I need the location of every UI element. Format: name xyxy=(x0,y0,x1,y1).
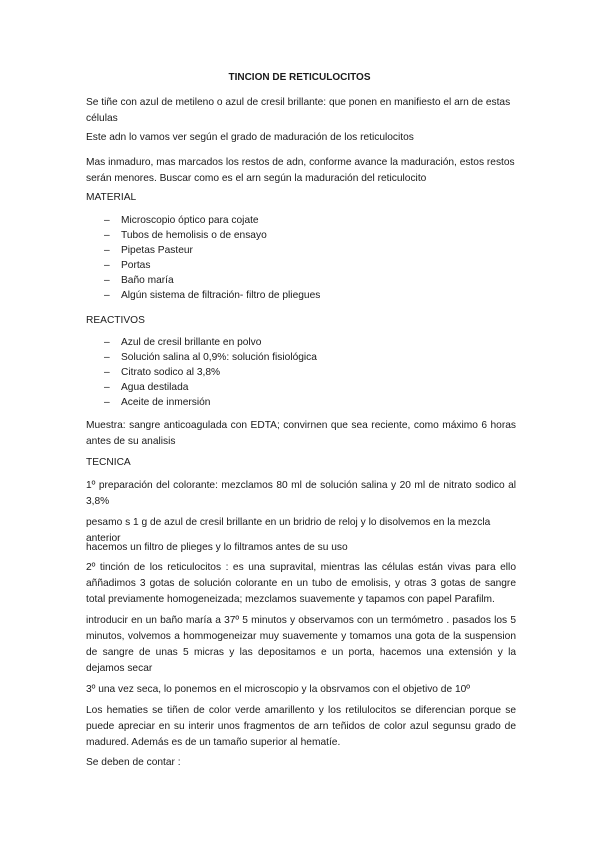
list-item-text: Citrato sodico al 3,8% xyxy=(121,367,221,378)
tecnica-heading: TECNICA xyxy=(86,457,131,468)
dash-marker: – xyxy=(104,367,110,378)
adn-paragraph: Este adn lo vamos ver según el grado de maduración de los reticulocitos xyxy=(86,132,414,143)
dash-marker: – xyxy=(104,230,110,241)
list-item-text: Portas xyxy=(121,260,151,271)
list-item-text: Microscopio óptico para cojate xyxy=(121,215,259,226)
list-item-text: Pipetas Pasteur xyxy=(121,245,193,256)
intro-paragraph: Se tiñe con azul de metileno o azul de cresil brillante: que ponen en manifiesto el arn de estas células xyxy=(86,97,511,124)
list-item xyxy=(86,273,516,288)
material-heading: MATERIAL xyxy=(86,192,137,203)
list-item xyxy=(86,243,516,258)
dash-marker: – xyxy=(104,397,110,408)
list-item-text: Tubos de hemolisis o de ensayo xyxy=(121,230,267,241)
dash-marker: – xyxy=(104,260,110,271)
list-item xyxy=(86,335,516,350)
step-1-paragraph: 1º preparación del colorante: mezclamos 80 ml de solución salina y 20 ml de nitrato sodico al 3,8% xyxy=(86,480,516,507)
dash-marker: – xyxy=(104,215,110,226)
step-3-paragraph: 3º una vez seca, lo ponemos en el microscopio y la obsrvamos con el objetivo de 10º xyxy=(86,684,471,695)
reactivos-heading: REACTIVOS xyxy=(86,315,145,326)
list-item-text: Agua destilada xyxy=(121,382,189,393)
list-item xyxy=(86,395,516,410)
pesamos-paragraph: pesamo s 1 g de azul de cresil brillante en un bridrio de reloj y lo disolvemos en la mezcla anterior xyxy=(86,517,491,544)
list-item-text: Baño maría xyxy=(121,275,174,286)
list-item xyxy=(86,380,516,395)
list-item-text: Algún sistema de filtración- filtro de pliegues xyxy=(121,290,321,301)
inmaduro-paragraph: Mas inmaduro, mas marcados los restos de adn, conforme avance la maduración, estos restos serán menores. Buscar como es el arn según la maduración del reticulocito xyxy=(86,157,515,184)
filtro-paragraph: hacemos un filtro de plieges y lo filtramos antes de su uso xyxy=(86,542,348,553)
list-item xyxy=(86,258,516,273)
list-item-text: Solución salina al 0,9%: solución fisiológica xyxy=(121,352,317,363)
step-2-paragraph: 2º tinción de los reticulocitos : es una supravital, mientras las células están vivas para ello aññadimos 3 gotas de solución colorante en un tubo de emolisis, y otras 3 gotas de sangre total previamente homogeneizada; mezclamos suavemente y tapamos con papel Parafilm. xyxy=(86,562,516,605)
reactivos-list xyxy=(86,335,516,410)
dash-marker: – xyxy=(104,382,110,393)
dash-marker: – xyxy=(104,337,110,348)
list-item xyxy=(86,288,516,303)
list-item xyxy=(86,350,516,365)
dash-marker: – xyxy=(104,290,110,301)
hematies-paragraph: Los hematies se tiñen de color verde amarillento y los retilulocitos se diferencian porque se puede apreciar en su interir unos fragmentos de arn teñidos de color azul segunsu grado de madured. Además es de un tamaño superior al hematíe. xyxy=(86,705,516,748)
muestra-paragraph: Muestra: sangre anticoagulada con EDTA; convirnen que sea reciente, como máximo 6 horas antes de su analisis xyxy=(86,420,516,447)
list-item-text: Azul de cresil brillante en polvo xyxy=(121,337,262,348)
dash-marker: – xyxy=(104,245,110,256)
document-title: TINCION DE RETICULOCITOS xyxy=(228,72,371,83)
list-item-text: Aceite de inmersión xyxy=(121,397,211,408)
introducir-paragraph: introducir en un baño maría a 37º 5 minutos y observamos con un termómetro . pasados los 5 minutos, volvemos a hommogeneizar muy suavemente y tomamos una gota de la suspension de sangre de unas 5 micras y las depositamos e un porta, hacemos una extensión y la dejamos secar xyxy=(86,615,516,674)
list-item xyxy=(86,365,516,380)
dash-marker: – xyxy=(104,275,110,286)
list-item xyxy=(86,228,516,243)
contar-paragraph: Se deben de contar : xyxy=(86,757,181,768)
material-list xyxy=(86,213,516,303)
list-item xyxy=(86,213,516,228)
dash-marker: – xyxy=(104,352,110,363)
